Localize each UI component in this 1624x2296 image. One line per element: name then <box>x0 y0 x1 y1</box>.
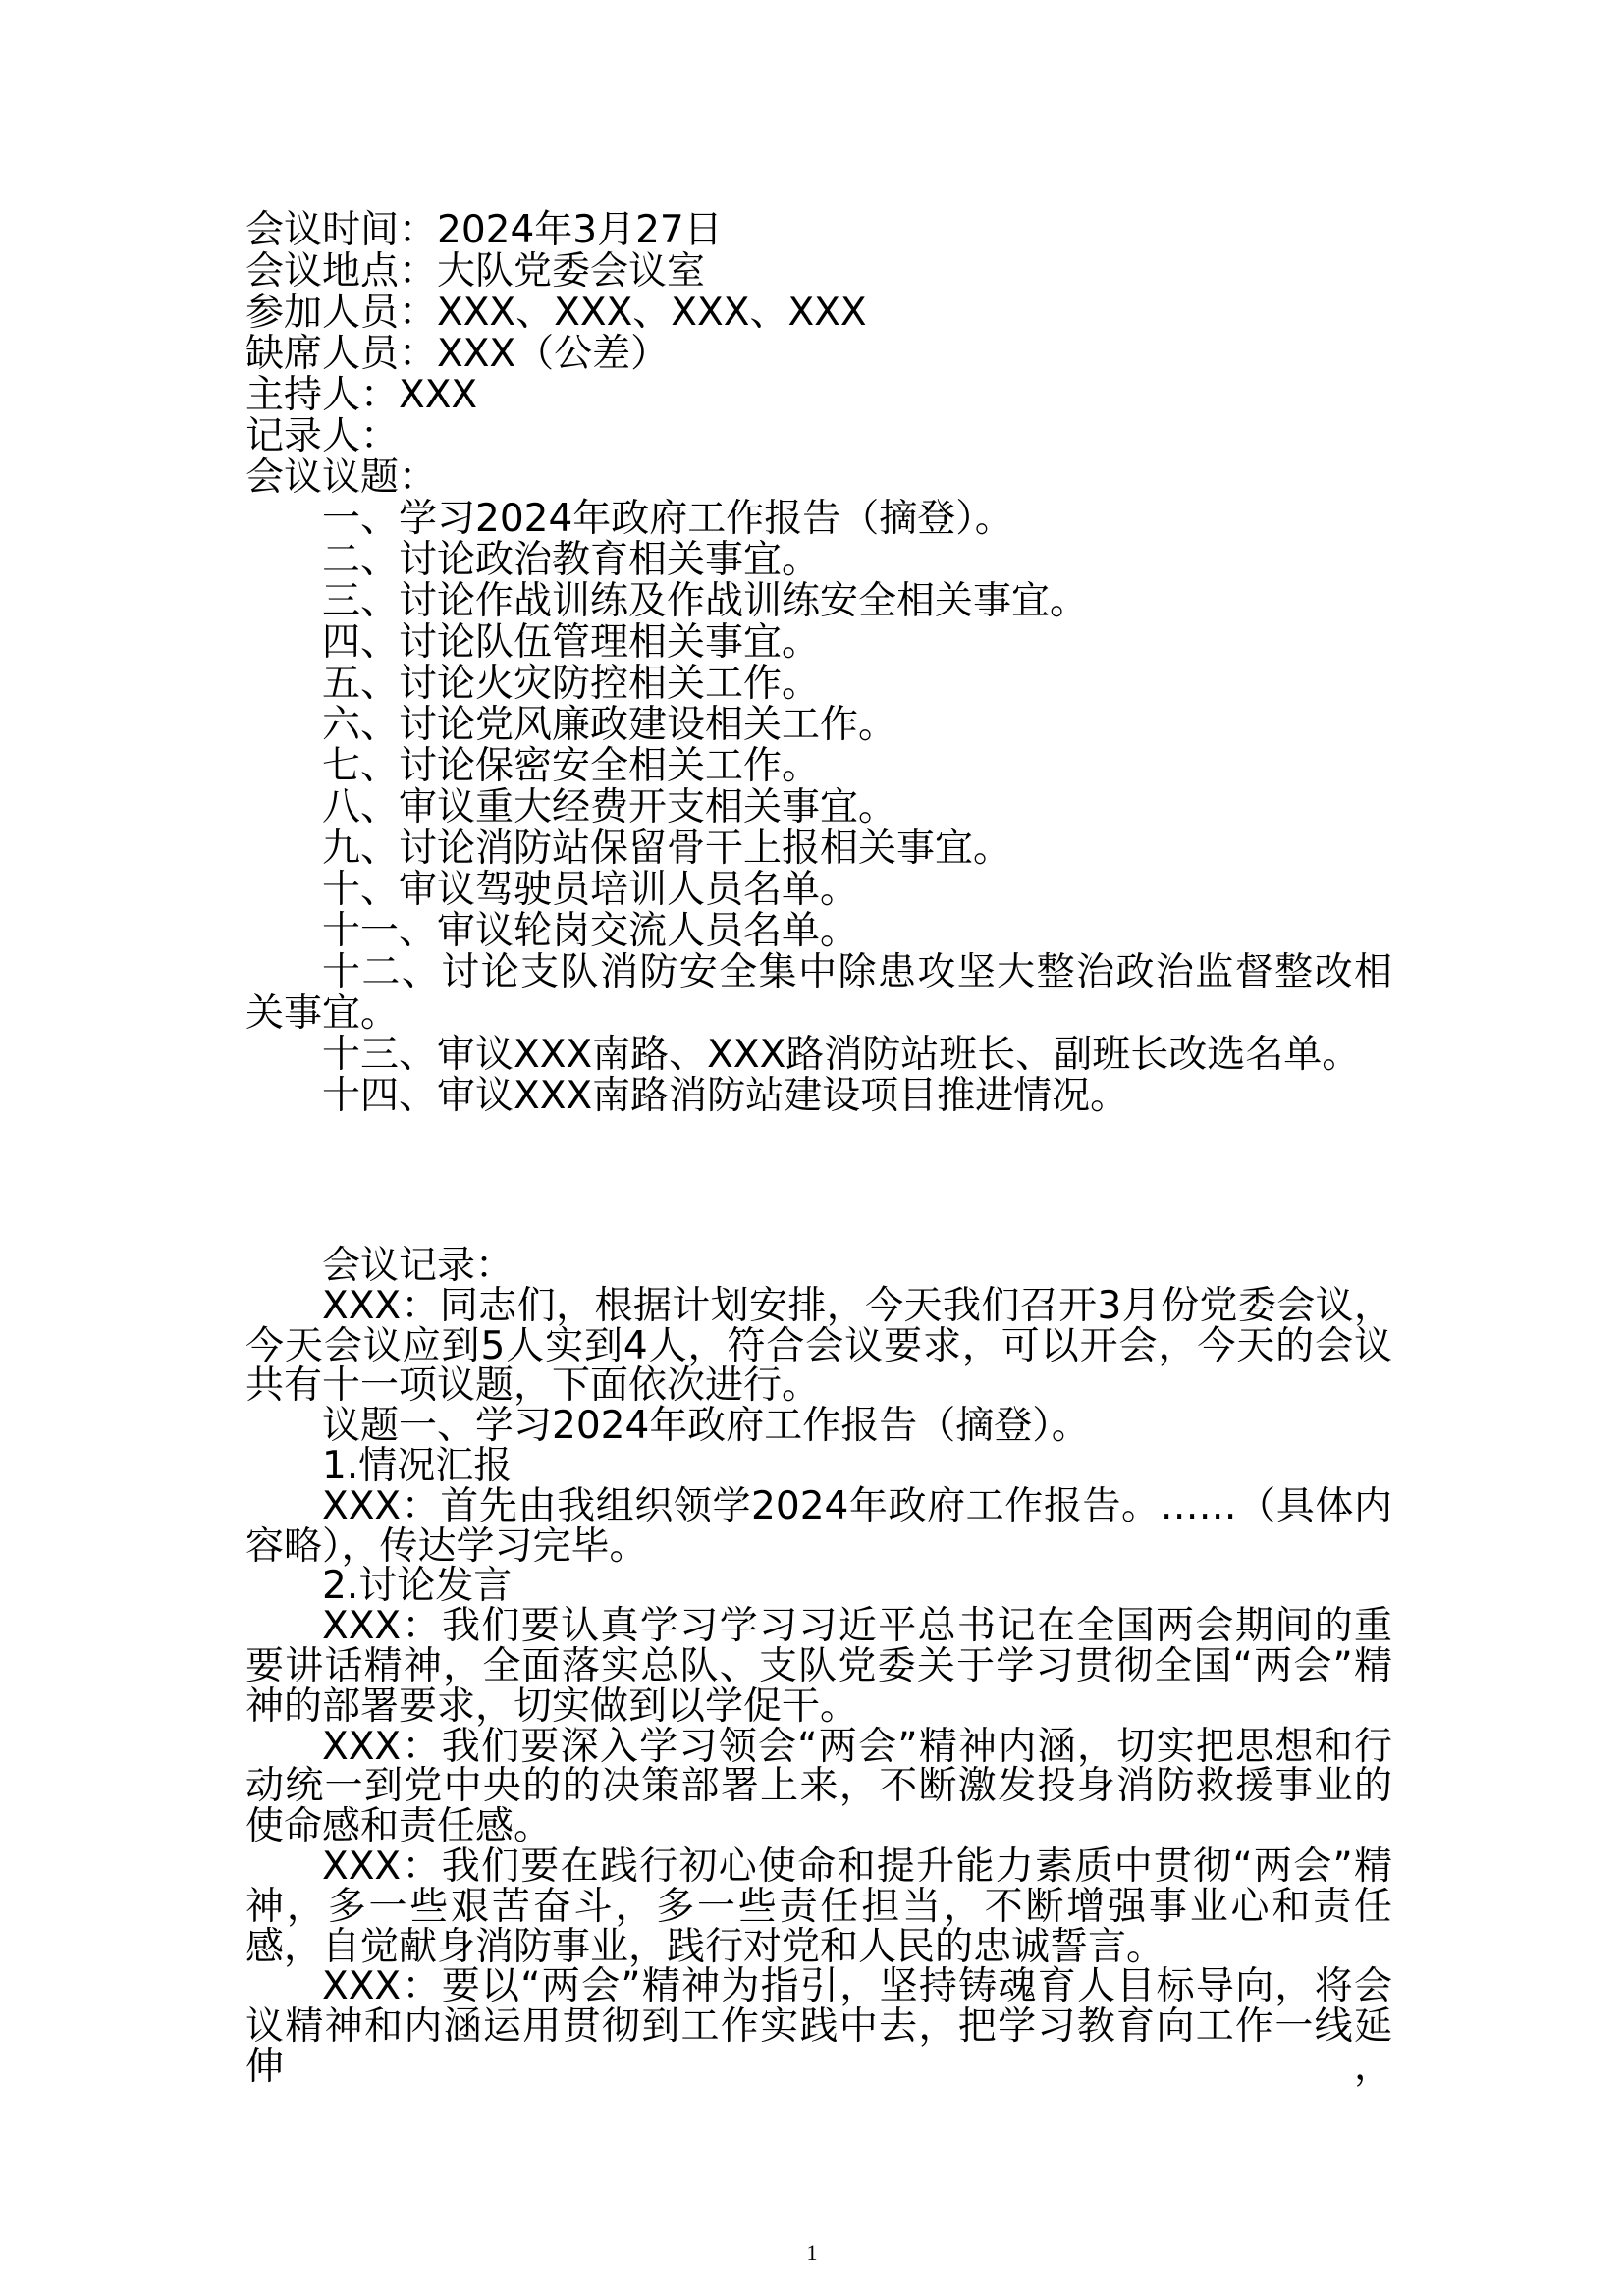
record-paragraph: XXX：首先由我组织领学2024年政府工作报告。……（具体内容略），传达学习完毕。 <box>245 1483 1392 1569</box>
agenda-item: 十三、审议XXX南路、XXX路消防站班长、副班长改选名单。 <box>322 1033 1361 1077</box>
record-paragraph: XXX：同志们，根据计划安排，今天我们召开3月份党委会议，今天会议应到5人实到4人，符合会议要求，可以开会，今天的会议共有十一项议题，下面依次进行。 <box>245 1283 1392 1409</box>
attendees: 参加人员：XXX、XXX、XXX、XXX <box>245 291 867 335</box>
subheading: 2.讨论发言 <box>322 1564 513 1609</box>
meeting-time: 会议时间：2024年3月27日 <box>245 208 723 252</box>
meeting-records <box>245 1244 1392 2089</box>
agenda-item: 四、讨论队伍管理相关事宜。 <box>322 620 821 665</box>
page-number: 1 <box>806 2240 818 2265</box>
subheading: 1.情况汇报 <box>322 1443 513 1488</box>
recorder: 记录人： <box>245 414 400 458</box>
agenda-item: 三、讨论作战训练及作战训练安全相关事宜。 <box>322 579 1089 623</box>
host: 主持人：XXX <box>245 373 478 417</box>
agenda-item: 一、学习2024年政府工作报告（摘登）。 <box>322 497 1013 541</box>
meeting-header <box>245 210 1392 1117</box>
record-paragraph: XXX：我们要深入学习领会“两会”精神内涵，切实把思想和行动统一到党中央的的决策部署上来，不断激发投身消防救援事业的使命感和责任感。 <box>245 1724 1392 1849</box>
agenda-item: 十、审议驾驶员培训人员名单。 <box>322 868 859 912</box>
meeting-location: 会议地点：大队党委会议室 <box>245 249 706 294</box>
agenda-heading: 会议议题： <box>245 455 438 500</box>
record-paragraph: XXX：我们要在践行初心使命和提升能力素质中贯彻“两会”精神，多一些艰苦奋斗，多一些责任担当，不断增强事业心和责任感，自觉献身消防事业，践行对党和人民的忠诚誓言。 <box>245 1843 1392 1969</box>
agenda-item: 九、讨论消防站保留骨干上报相关事宜。 <box>322 827 1012 871</box>
agenda-item: 八、审议重大经费开支相关事宜。 <box>322 785 897 829</box>
agenda-list <box>245 499 1392 1117</box>
topic-heading: 议题一、学习2024年政府工作报告（摘登）。 <box>322 1404 1090 1449</box>
records-heading: 会议记录： <box>322 1244 514 1288</box>
record-paragraph: XXX：我们要认真学习学习习近平总书记在全国两会期间的重要讲话精神，全面落实总队、支队党委关于学习贯彻全国“两会”精神的部署要求，切实做到以学促干。 <box>245 1604 1392 1729</box>
agenda-item: 六、讨论党风廉政建设相关工作。 <box>322 703 897 747</box>
agenda-item: 十一、审议轮岗交流人员名单。 <box>322 909 859 953</box>
record-paragraph: XXX：要以“两会”精神为指引，坚持铸魂育人目标导向，将会议精神和内涵运用贯彻到工作实践中去，把学习教育向工作一线延伸， <box>245 1964 1392 2089</box>
agenda-item: 二、讨论政治教育相关事宜。 <box>322 538 821 582</box>
agenda-item: 七、讨论保密安全相关工作。 <box>322 744 821 788</box>
absentees: 缺席人员：XXX（公差） <box>245 332 670 376</box>
agenda-item: 十四、审议XXX南路消防站建设项目推进情况。 <box>322 1074 1129 1118</box>
agenda-item: 十二、讨论支队消防安全集中除患攻坚大整治政治监督整改相关事宜。 <box>245 950 1392 1036</box>
agenda-item: 五、讨论火灾防控相关工作。 <box>322 662 821 706</box>
